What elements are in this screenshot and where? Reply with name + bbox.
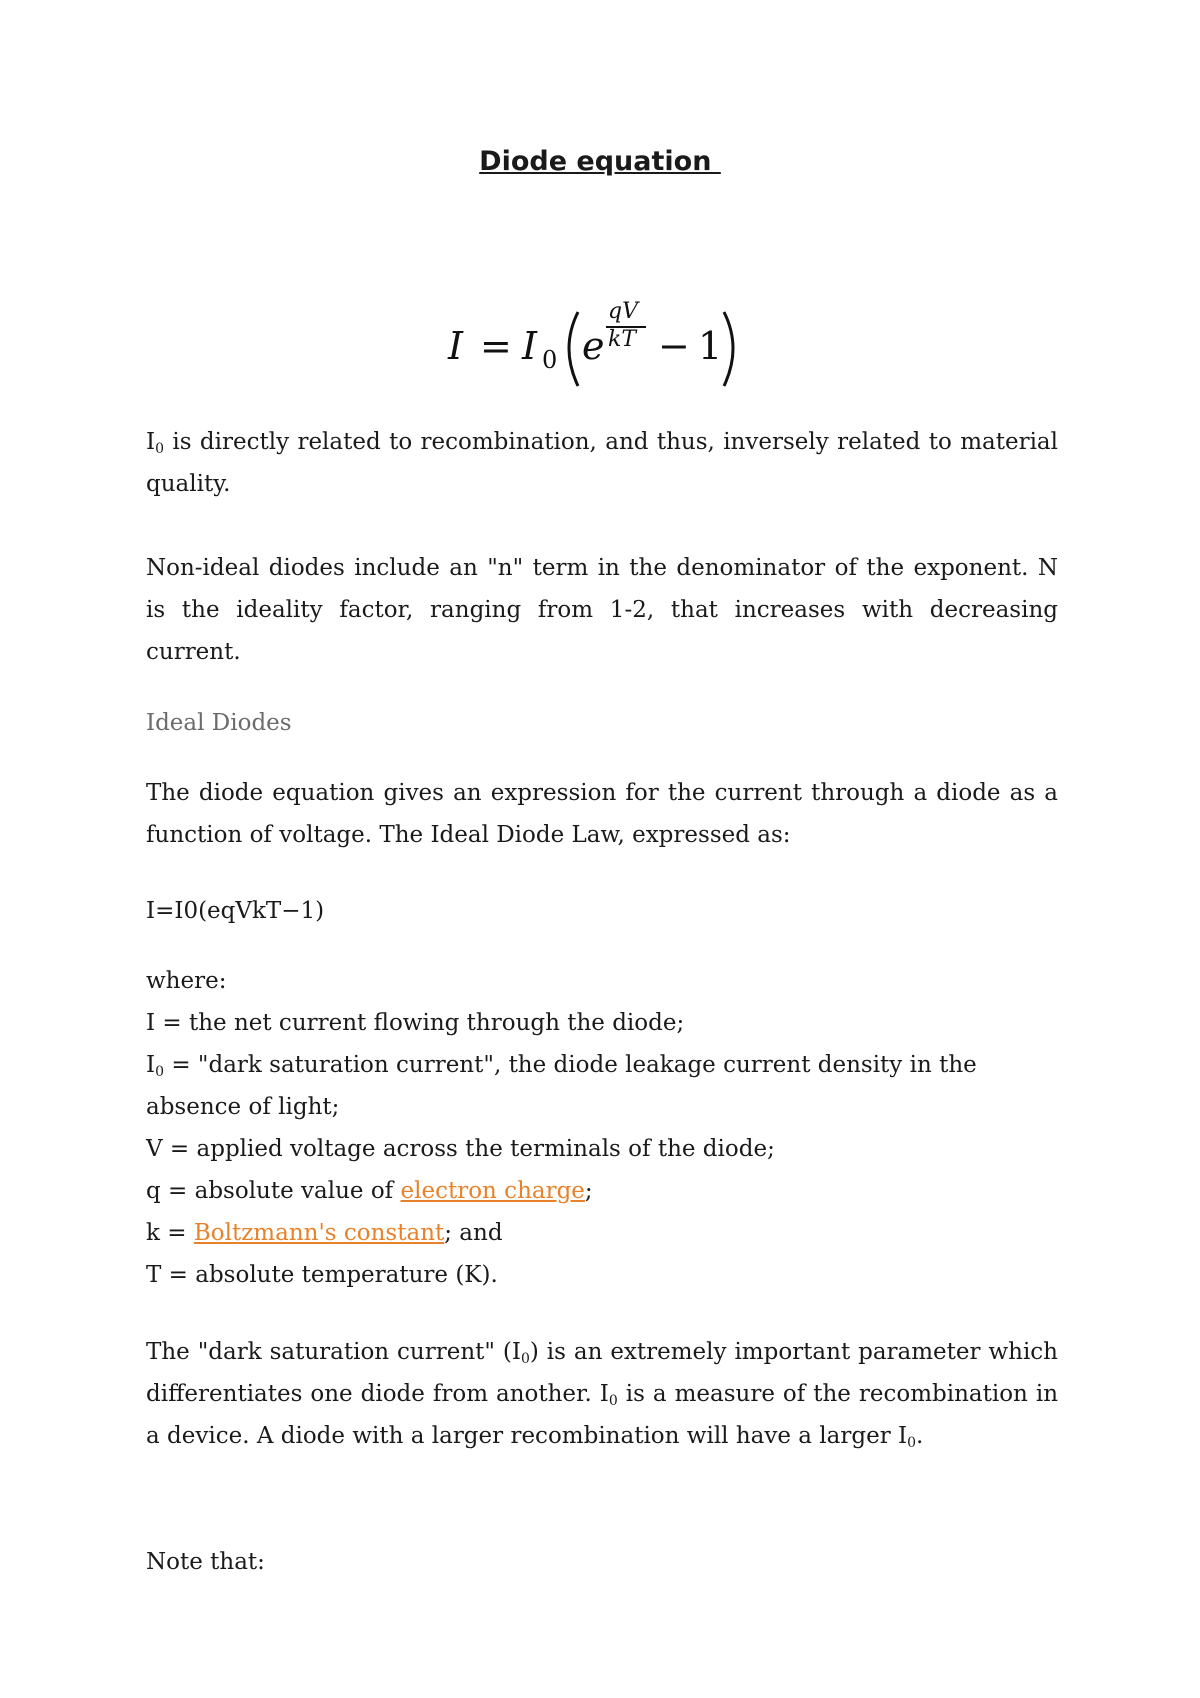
- para4-part3: is a measure of the recombination in a device. A diode with a larger recombination will have a larger I: [146, 1381, 1059, 1449]
- paragraph-ideal-diode-law: The diode equation gives an expression for the current through a diode as a function of voltage. The Ideal Diode Law, expressed as:: [146, 780, 1058, 848]
- eq-base: e: [582, 324, 605, 368]
- eq-exp-num: qV: [608, 299, 638, 324]
- paragraph-dark-saturation: [146, 1331, 1058, 1457]
- note-that: Note that:: [146, 1549, 265, 1575]
- definition-q: [146, 1170, 1058, 1212]
- para4-part4: .: [916, 1423, 924, 1449]
- eq-minus: −: [658, 324, 690, 368]
- definition-i0-subscript: 0: [155, 1064, 165, 1080]
- definition-k: [146, 1212, 1058, 1254]
- definition-q-prefix: q = absolute value of: [146, 1178, 401, 1204]
- definitions-list: [146, 960, 1058, 1296]
- definition-i0-symbol: I: [146, 1052, 156, 1078]
- para4-sub2: 0: [608, 1393, 618, 1409]
- definition-q-suffix: ;: [584, 1178, 593, 1204]
- definition-i0-text: = "dark saturation current", the diode leakage current density in the absence of light;: [146, 1052, 977, 1120]
- para4-part2: ) is an extremely important parameter which differentiates one diode from another. I: [146, 1339, 1058, 1407]
- definition-i0: [146, 1044, 1058, 1128]
- definitions-where: where:: [146, 968, 227, 994]
- definition-k-suffix: ; and: [444, 1220, 503, 1246]
- paragraph-recombination-text: is directly related to recombination, and thus, inversely related to material quality.: [146, 429, 1058, 497]
- electron-charge-link[interactable]: electron charge: [400, 1178, 585, 1204]
- eq-one: 1: [698, 324, 723, 368]
- eq-lhs: I: [448, 324, 464, 368]
- i0-subscript: 0: [155, 441, 165, 457]
- definition-k-prefix: k =: [146, 1220, 194, 1246]
- heading-ideal-diodes: Ideal Diodes: [146, 710, 292, 736]
- diode-equation-image: [440, 296, 760, 396]
- para4-sub3: 0: [907, 1435, 917, 1451]
- definition-i: I = the net current flowing through the diode;: [146, 1010, 685, 1036]
- para4-sub1: 0: [520, 1351, 530, 1367]
- page-title: Diode equation: [479, 146, 721, 177]
- definition-t: T = absolute temperature (K).: [146, 1262, 498, 1288]
- eq-left-paren: [569, 312, 578, 386]
- eq-equals: =: [480, 324, 512, 368]
- paragraph-recombination: [146, 421, 1058, 505]
- eq-exp-den: kT: [608, 327, 637, 352]
- paragraph-non-ideal: Non-ideal diodes include an "n" term in the denominator of the exponent. N is the ideality factor, ranging from 1-2, that increases with decreasing current.: [146, 555, 1058, 665]
- eq-right-paren: [724, 312, 733, 386]
- eq-coef-sub: 0: [542, 346, 558, 374]
- diode-equation-svg: [440, 296, 760, 396]
- boltzmann-constant-link[interactable]: Boltzmann's constant: [193, 1220, 445, 1246]
- para4-part1: The "dark saturation current" (I: [146, 1339, 521, 1365]
- eq-coef: I: [522, 324, 538, 368]
- definition-v: V = applied voltage across the terminals of the diode;: [146, 1136, 775, 1162]
- equation-plain-text: I=I0(eqVkT−1): [146, 898, 325, 924]
- i0-symbol: I: [146, 429, 156, 455]
